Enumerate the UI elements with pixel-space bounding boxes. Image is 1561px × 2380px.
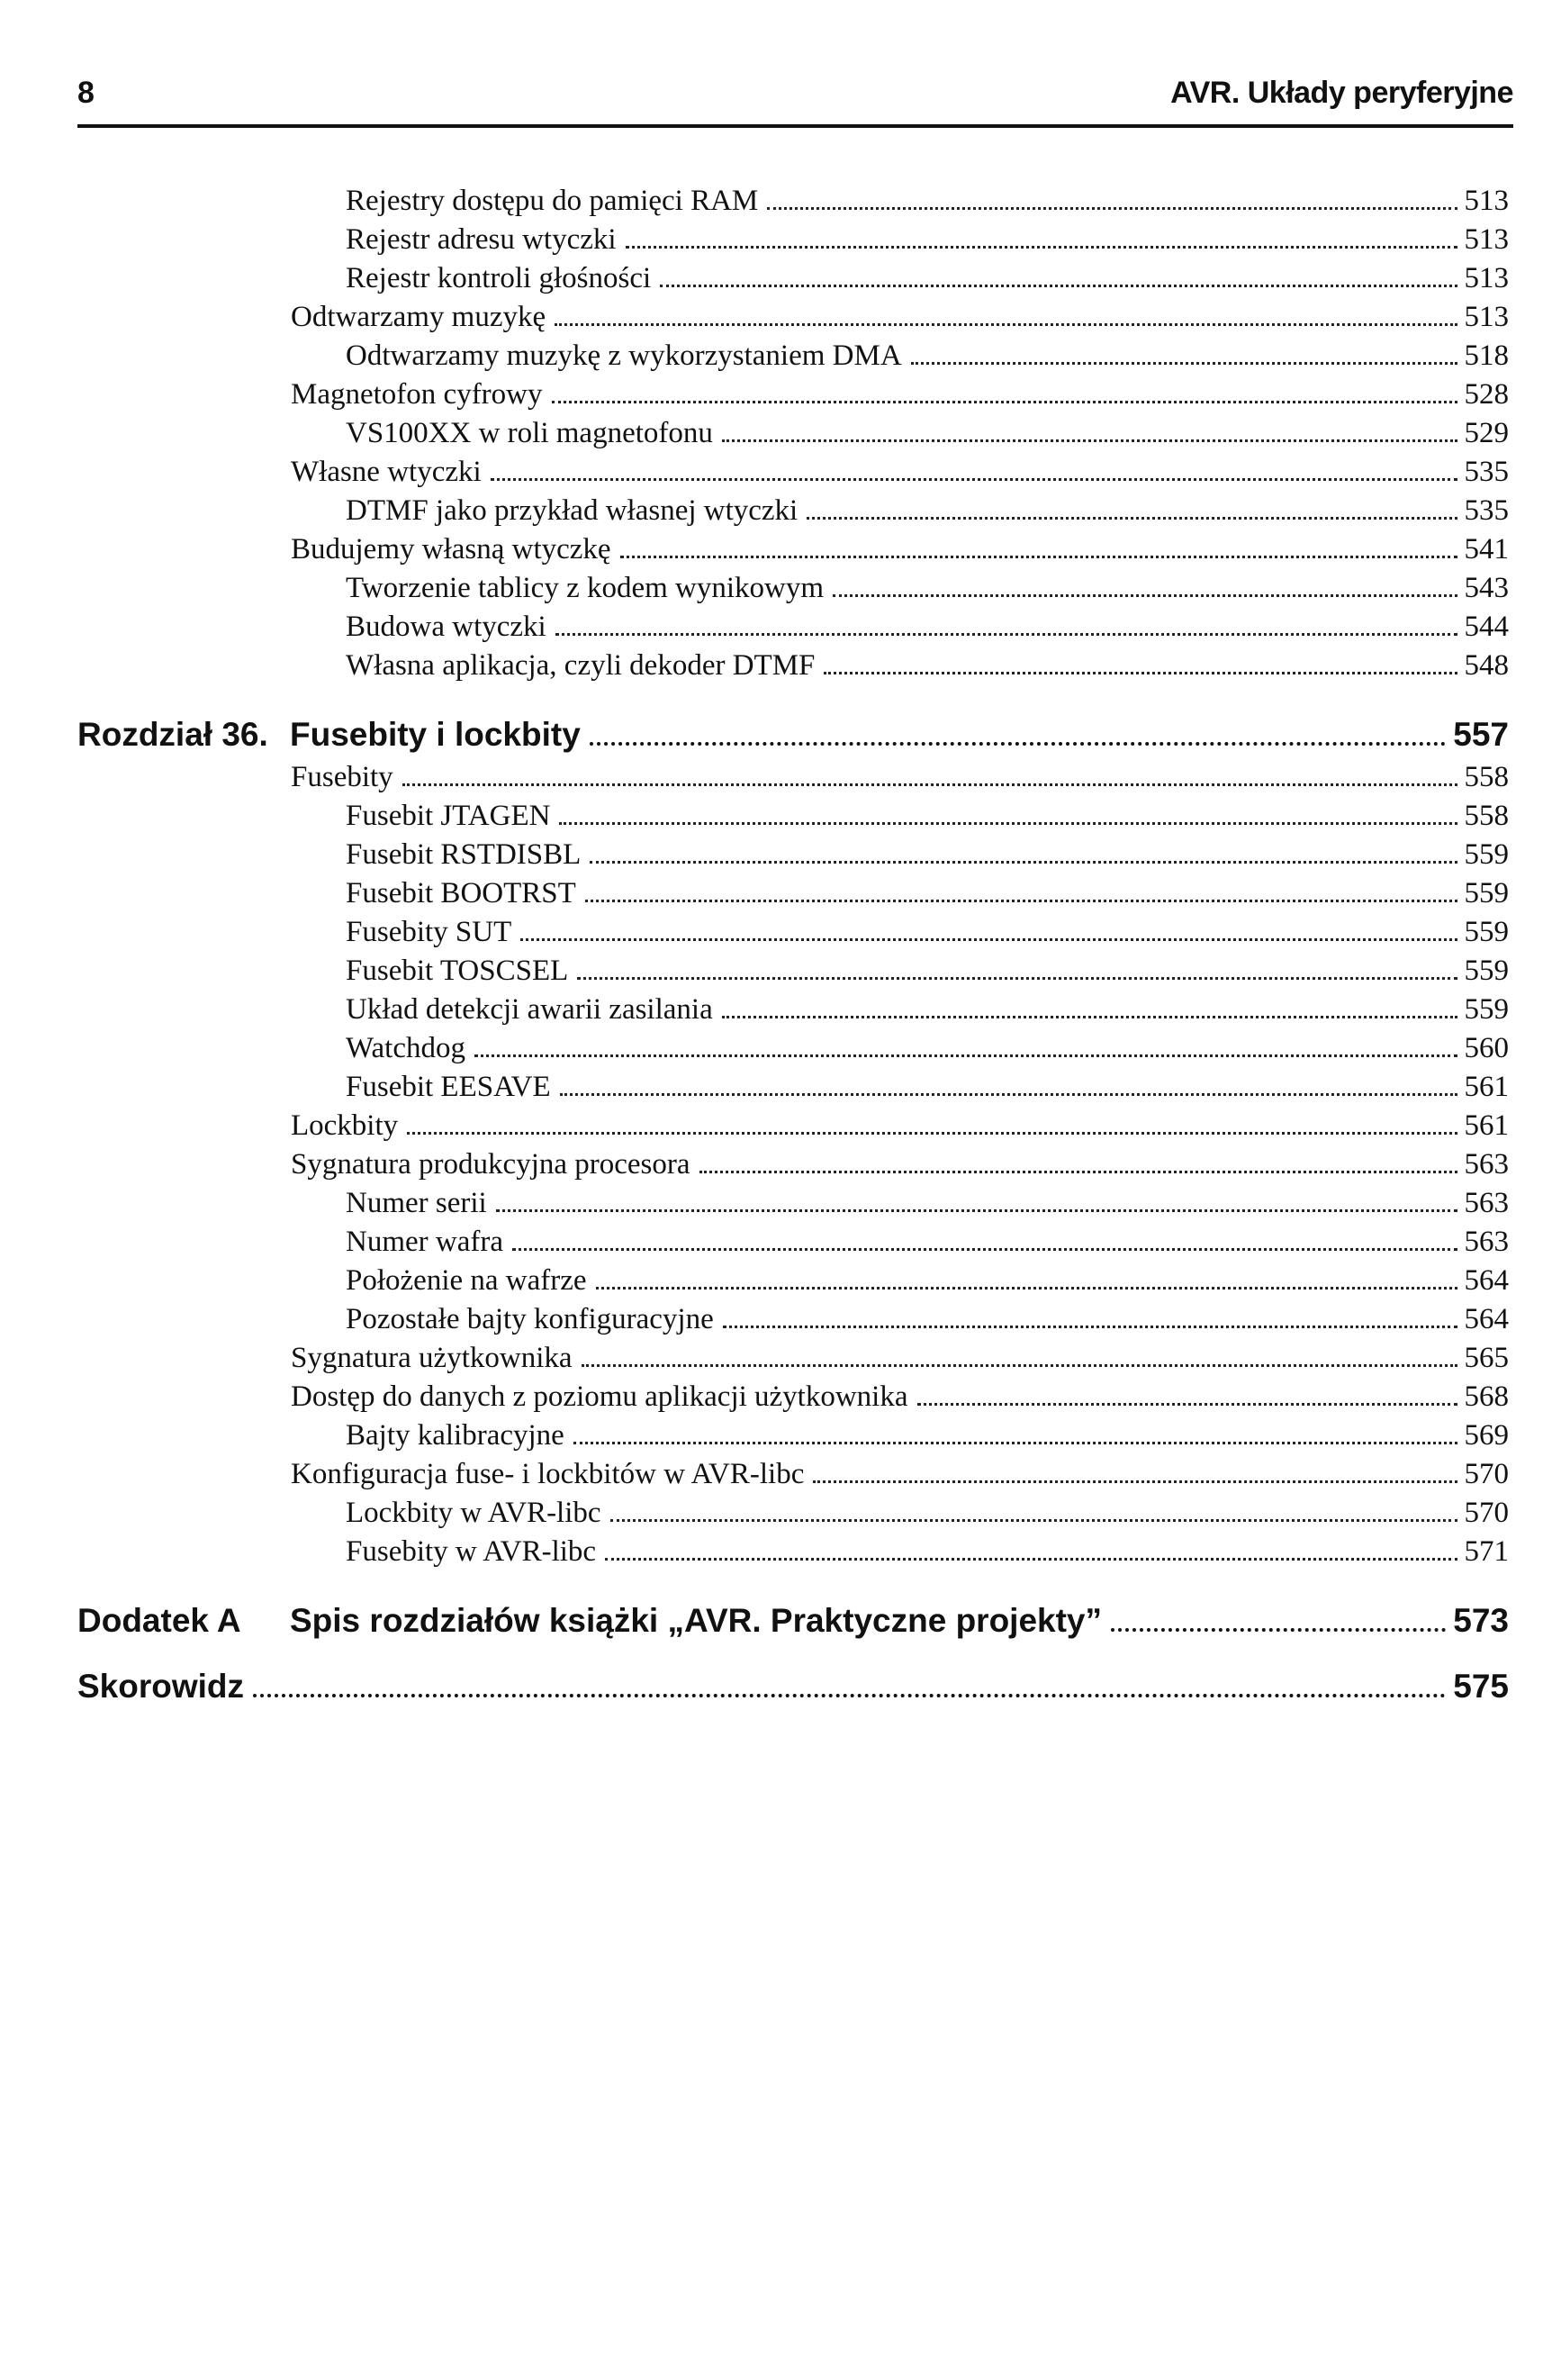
toc-entry[interactable]: Rejestr adresu wtyczki 513: [346, 223, 1509, 256]
leader-dots: [512, 1248, 1457, 1251]
toc-entry[interactable]: DTMF jako przykład własnej wtyczki 535: [346, 494, 1509, 527]
leader-dots: [911, 362, 1457, 365]
leader-dots: [253, 1694, 1446, 1697]
toc-entry[interactable]: Sygnatura produkcyjna procesora 563: [291, 1148, 1509, 1181]
index-heading[interactable]: [77, 1668, 1509, 1709]
leader-dots: [824, 672, 1457, 674]
toc-entry[interactable]: Fusebit EESAVE 561: [346, 1071, 1509, 1103]
chapter-title: Fusebity i lockbity: [290, 716, 581, 753]
toc-entry[interactable]: Lockbity 561: [291, 1109, 1509, 1142]
leader-dots: [520, 938, 1457, 941]
toc-entry[interactable]: Fusebit BOOTRST 559: [346, 877, 1509, 909]
leader-dots: [559, 822, 1457, 825]
toc-entry[interactable]: VS100XX w roli magnetofonu 529: [346, 417, 1509, 449]
leader-dots: [722, 1016, 1457, 1018]
toc-entry[interactable]: Pozostałe bajty konfiguracyjne 564: [346, 1303, 1509, 1335]
toc-entry[interactable]: Fusebity SUT 559: [346, 916, 1509, 948]
chapter-page: 557: [1453, 716, 1509, 753]
leader-dots: [560, 1093, 1457, 1096]
appendix-title: Spis rozdziałów książki „AVR. Praktyczne projekty”: [290, 1602, 1103, 1639]
toc-entry[interactable]: Układ detekcji awarii zasilania 559: [346, 993, 1509, 1026]
toc-entry[interactable]: Własne wtyczki 535: [291, 456, 1509, 488]
toc-entry[interactable]: Sygnatura użytkownika 565: [291, 1342, 1509, 1374]
appendix-heading[interactable]: [77, 1602, 1509, 1643]
toc-entry[interactable]: Magnetofon cyfrowy 528: [291, 378, 1509, 411]
leader-dots: [833, 594, 1457, 597]
leader-dots: [722, 439, 1457, 442]
leader-dots: [813, 1480, 1457, 1483]
leader-dots: [573, 1442, 1457, 1444]
leader-dots: [552, 401, 1457, 403]
toc-entry[interactable]: Lockbity w AVR-libc 570: [346, 1497, 1509, 1529]
toc-entry[interactable]: Dostęp do danych z poziomu aplikacji użytkownika 568: [291, 1380, 1509, 1413]
toc-entry[interactable]: Konfiguracja fuse- i lockbitów w AVR-libc 570: [291, 1458, 1509, 1490]
leader-dots: [491, 478, 1457, 481]
leader-dots: [474, 1054, 1457, 1057]
leader-dots: [555, 633, 1457, 636]
leader-dots: [610, 1519, 1457, 1522]
toc-entry[interactable]: Fusebit RSTDISBL 559: [346, 838, 1509, 871]
toc-entry[interactable]: Budowa wtyczki 544: [346, 611, 1509, 643]
toc-entry[interactable]: Bajty kalibracyjne 569: [346, 1419, 1509, 1452]
toc-entry[interactable]: Odtwarzamy muzykę z wykorzystaniem DMA 518: [346, 339, 1509, 372]
toc-entry[interactable]: Budujemy własną wtyczkę 541: [291, 533, 1509, 566]
leader-dots: [620, 556, 1457, 558]
leader-dots: [767, 207, 1457, 210]
chapter-heading[interactable]: [77, 716, 1509, 757]
toc-entry[interactable]: Numer serii 563: [346, 1187, 1509, 1219]
appendix-label: Dodatek A: [77, 1602, 241, 1639]
leader-dots: [807, 517, 1457, 520]
leader-dots: [917, 1403, 1457, 1406]
leader-dots: [407, 1132, 1457, 1135]
toc-entry[interactable]: Fusebity w AVR-libc 571: [346, 1535, 1509, 1568]
leader-dots: [402, 783, 1457, 786]
index-page: 575: [1453, 1668, 1509, 1705]
appendix-page: 573: [1453, 1602, 1509, 1639]
leader-dots: [1111, 1628, 1446, 1632]
toc-entry[interactable]: Watchdog 560: [346, 1032, 1509, 1064]
toc-entry[interactable]: Własna aplikacja, czyli dekoder DTMF 548: [346, 649, 1509, 682]
toc-entry[interactable]: Rejestry dostępu do pamięci RAM 513: [346, 185, 1509, 217]
index-label: Skorowidz: [77, 1668, 245, 1705]
leader-dots: [555, 323, 1457, 326]
toc-entry[interactable]: Tworzenie tablicy z kodem wynikowym 543: [346, 572, 1509, 604]
chapter-label: Rozdział 36.: [77, 716, 268, 753]
leader-dots: [605, 1558, 1457, 1561]
leader-dots: [582, 1364, 1457, 1367]
leader-dots: [699, 1171, 1457, 1173]
page-number: 8: [77, 76, 95, 110]
leader-dots: [590, 861, 1457, 864]
leader-dots: [585, 900, 1457, 902]
leader-dots: [626, 246, 1457, 249]
leader-dots: [596, 1287, 1457, 1290]
toc-entry[interactable]: Fusebit JTAGEN 558: [346, 800, 1509, 832]
running-title: AVR. Układy peryferyjne: [1170, 76, 1513, 110]
leader-dots: [577, 977, 1457, 980]
toc-entry[interactable]: Odtwarzamy muzykę 513: [291, 301, 1509, 333]
page-header: [77, 70, 1513, 128]
leader-dots: [660, 285, 1457, 287]
leader-dots: [723, 1326, 1457, 1328]
toc-entry[interactable]: Położenie na wafrze 564: [346, 1264, 1509, 1297]
toc-entry[interactable]: Rejestr kontroli głośności 513: [346, 262, 1509, 294]
toc-entry[interactable]: Numer wafra 563: [346, 1226, 1509, 1258]
leader-dots: [590, 742, 1446, 746]
leader-dots: [496, 1209, 1457, 1212]
toc-entry[interactable]: Fusebit TOSCSEL 559: [346, 955, 1509, 987]
toc-entry[interactable]: Fusebity 558: [291, 761, 1509, 793]
